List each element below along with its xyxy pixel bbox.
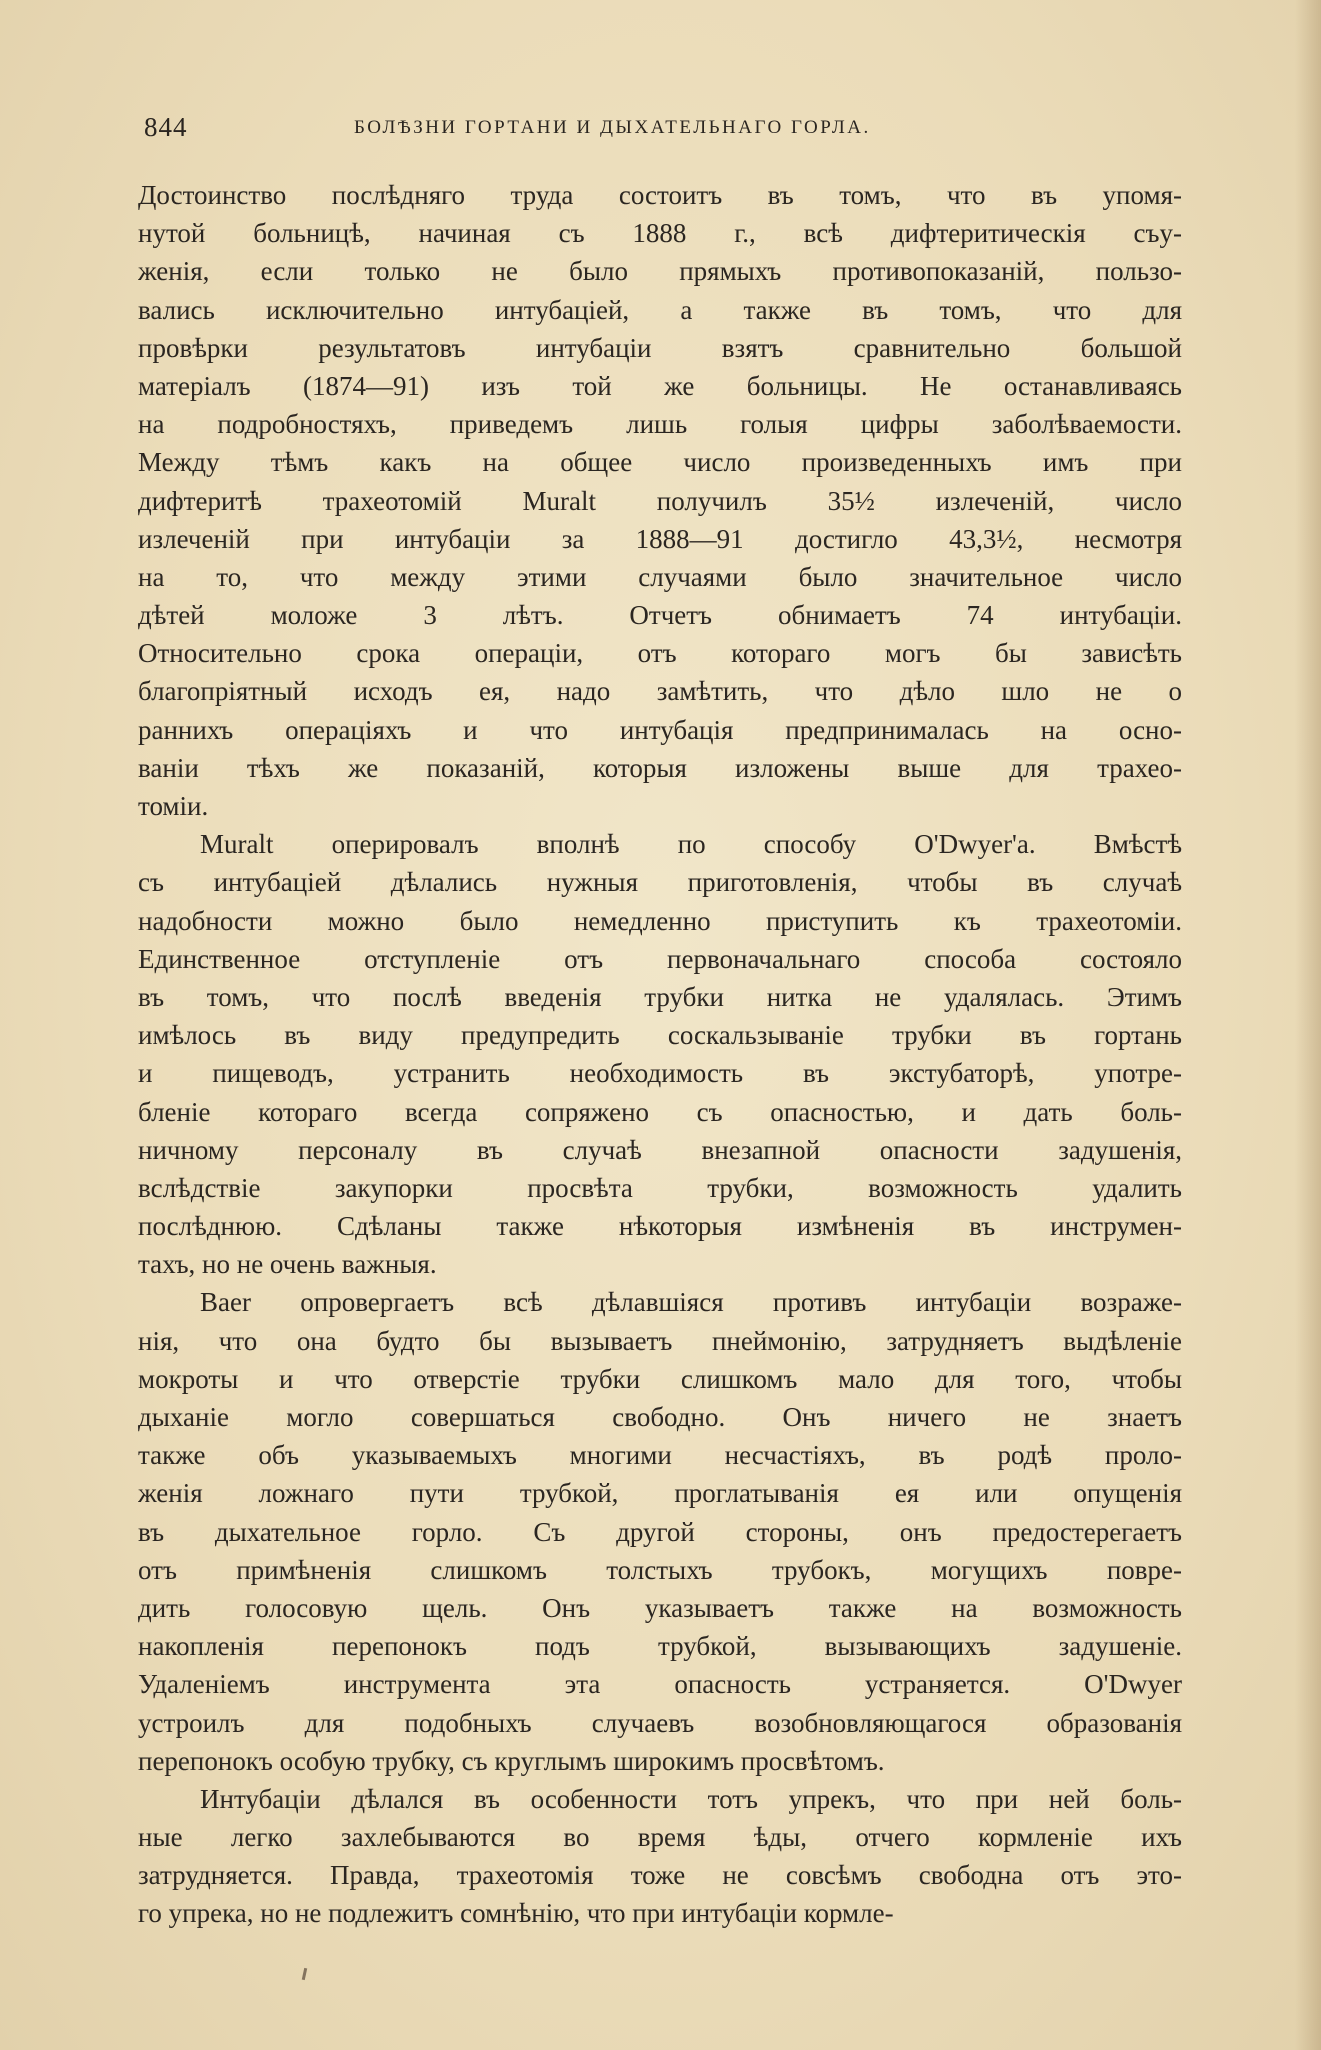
text-line: го упрека, но не подлежитъ сомнѣнію, что при интубаціи кормле- [138,1898,894,1929]
text-line: накопленія перепонокъ подъ трубкой, вызывающихъ задушеніе. [138,1631,1182,1662]
paragraph [138,1283,1182,1779]
text-line: излеченій при интубаціи за 1888—91 достигло 43,3½, несмотря [138,523,1182,554]
paragraph [138,176,1182,825]
text-line: дить голосовую щель. Онъ указываетъ также на возможность [138,1592,1182,1623]
text-line: Интубаціи дѣлался въ особенности тотъ упрекъ, что при ней боль- [200,1783,1182,1814]
text-line: женія ложнаго пути трубкой, проглатыванія ея или опущенія [138,1478,1182,1509]
page-header [144,112,1184,152]
text-line: нія, что она будто бы вызываетъ пнеймонію, затрудняетъ выдѣленіе [138,1325,1182,1356]
text-line: ничному персоналу въ случаѣ внезапной опасности задушенія, [138,1134,1182,1165]
text-line: бленіе котораго всегда сопряжено съ опасностью, и дать боль- [138,1096,1182,1127]
text-line: ные легко захлебываются во время ѣды, отчего кормленіе ихъ [138,1822,1182,1853]
paragraph [138,825,1182,1283]
text-line: дыханіе могло совершаться свободно. Онъ ничего не знаетъ [138,1402,1182,1432]
body-text [138,176,1182,1933]
text-line: также объ указываемыхъ многими несчастіяхъ, въ родѣ проло- [138,1440,1182,1471]
text-line: тахъ, но не очень важныя. [138,1249,437,1280]
text-line: томіи. [138,791,209,821]
text-line: вались исключительно интубаціей, а также въ томъ, что для [138,294,1182,325]
text-line: отъ примѣненія слишкомъ толстыхъ трубокъ, могущихъ повре- [138,1554,1182,1585]
text-line: въ дыхательное горло. Съ другой стороны, онъ предостерегаетъ [138,1516,1182,1547]
ink-mark [302,1968,307,1980]
text-line: Между тѣмъ какъ на общее число произведенныхъ имъ при [138,447,1182,478]
text-line: устроилъ для подобныхъ случаевъ возобновляющагося образованія [138,1707,1182,1738]
paragraph [138,1780,1182,1933]
text-line: надобности можно было немедленно приступить къ трахеотоміи. [138,905,1182,936]
text-line: дифтеритѣ трахеотомій Muralt получилъ 35½ излеченій, число [138,485,1182,516]
text-line: дѣтей моложе 3 лѣтъ. Отчетъ обнимаетъ 74 интубаціи. [138,600,1182,631]
text-line: перепонокъ особую трубку, съ круглымъ широкимъ просвѣтомъ. [138,1745,885,1776]
text-line: раннихъ операціяхъ и что интубація предпринималась на осно- [138,714,1182,745]
text-line: съ интубаціей дѣлались нужныя приготовленія, чтобы въ случаѣ [138,867,1182,898]
page-edge-shadow [1295,0,1321,2050]
text-line: провѣрки результатовъ интубаціи взятъ сравнительно большой [138,332,1182,363]
text-line: матеріалъ (1874—91) изъ той же больницы. Не останавливаясь [138,370,1182,401]
text-line: въ томъ, что послѣ введенія трубки нитка не удалялась. Этимъ [138,981,1182,1012]
text-line: Относительно срока операціи, отъ котораго могъ бы зависѣть [138,638,1182,669]
text-line: ваніи тѣхъ же показаній, которыя изложены выше для трахео- [138,752,1182,783]
text-line: Достоинство послѣдняго труда состоитъ въ томъ, что въ упомя- [138,180,1182,210]
text-line: вслѣдствіе закупорки просвѣта трубки, возможность удалить [138,1172,1182,1203]
text-line: мокроты и что отверстіе трубки слишкомъ мало для того, чтобы [138,1363,1182,1394]
text-line: Baer опровергаетъ всѣ дѣлавшіяся противъ интубаціи возраже- [200,1287,1182,1318]
running-head: БОЛѢЗНИ ГОРТАНИ И ДЫХАТЕЛЬНАГО ГОРЛА. [354,117,871,138]
text-line: Единственное отступленіе отъ первоначальнаго способа состояло [138,943,1182,974]
text-line: женія, если только не было прямыхъ противопоказаній, пользо- [138,256,1182,287]
text-line: благопріятный исходъ ея, надо замѣтить, что дѣло шло не о [138,676,1182,707]
text-line: и пищеводъ, устранить необходимость въ экстубаторѣ, употре- [138,1058,1182,1089]
text-line: послѣднюю. Сдѣланы также нѣкоторыя измѣненія въ инструмен- [138,1211,1182,1242]
text-line: имѣлось въ виду предупредить соскальзываніе трубки въ гортань [138,1020,1182,1051]
text-line: нутой больницѣ, начиная съ 1888 г., всѣ дифтеритическія съу- [138,218,1182,249]
page-number: 844 [144,112,188,142]
text-line: Удаленіемъ инструмента эта опасность устраняется. O'Dwyer [138,1669,1182,1700]
text-line: на подробностяхъ, приведемъ лишь голыя цифры заболѣваемости. [138,409,1182,440]
text-line: затрудняется. Правда, трахеотомія тоже не совсѣмъ свободна отъ это- [138,1860,1182,1891]
text-line: на то, что между этими случаями было значительное число [138,561,1182,592]
text-line: Muralt оперировалъ вполнѣ по способу O'Dwyer'а. Вмѣстѣ [200,829,1182,860]
